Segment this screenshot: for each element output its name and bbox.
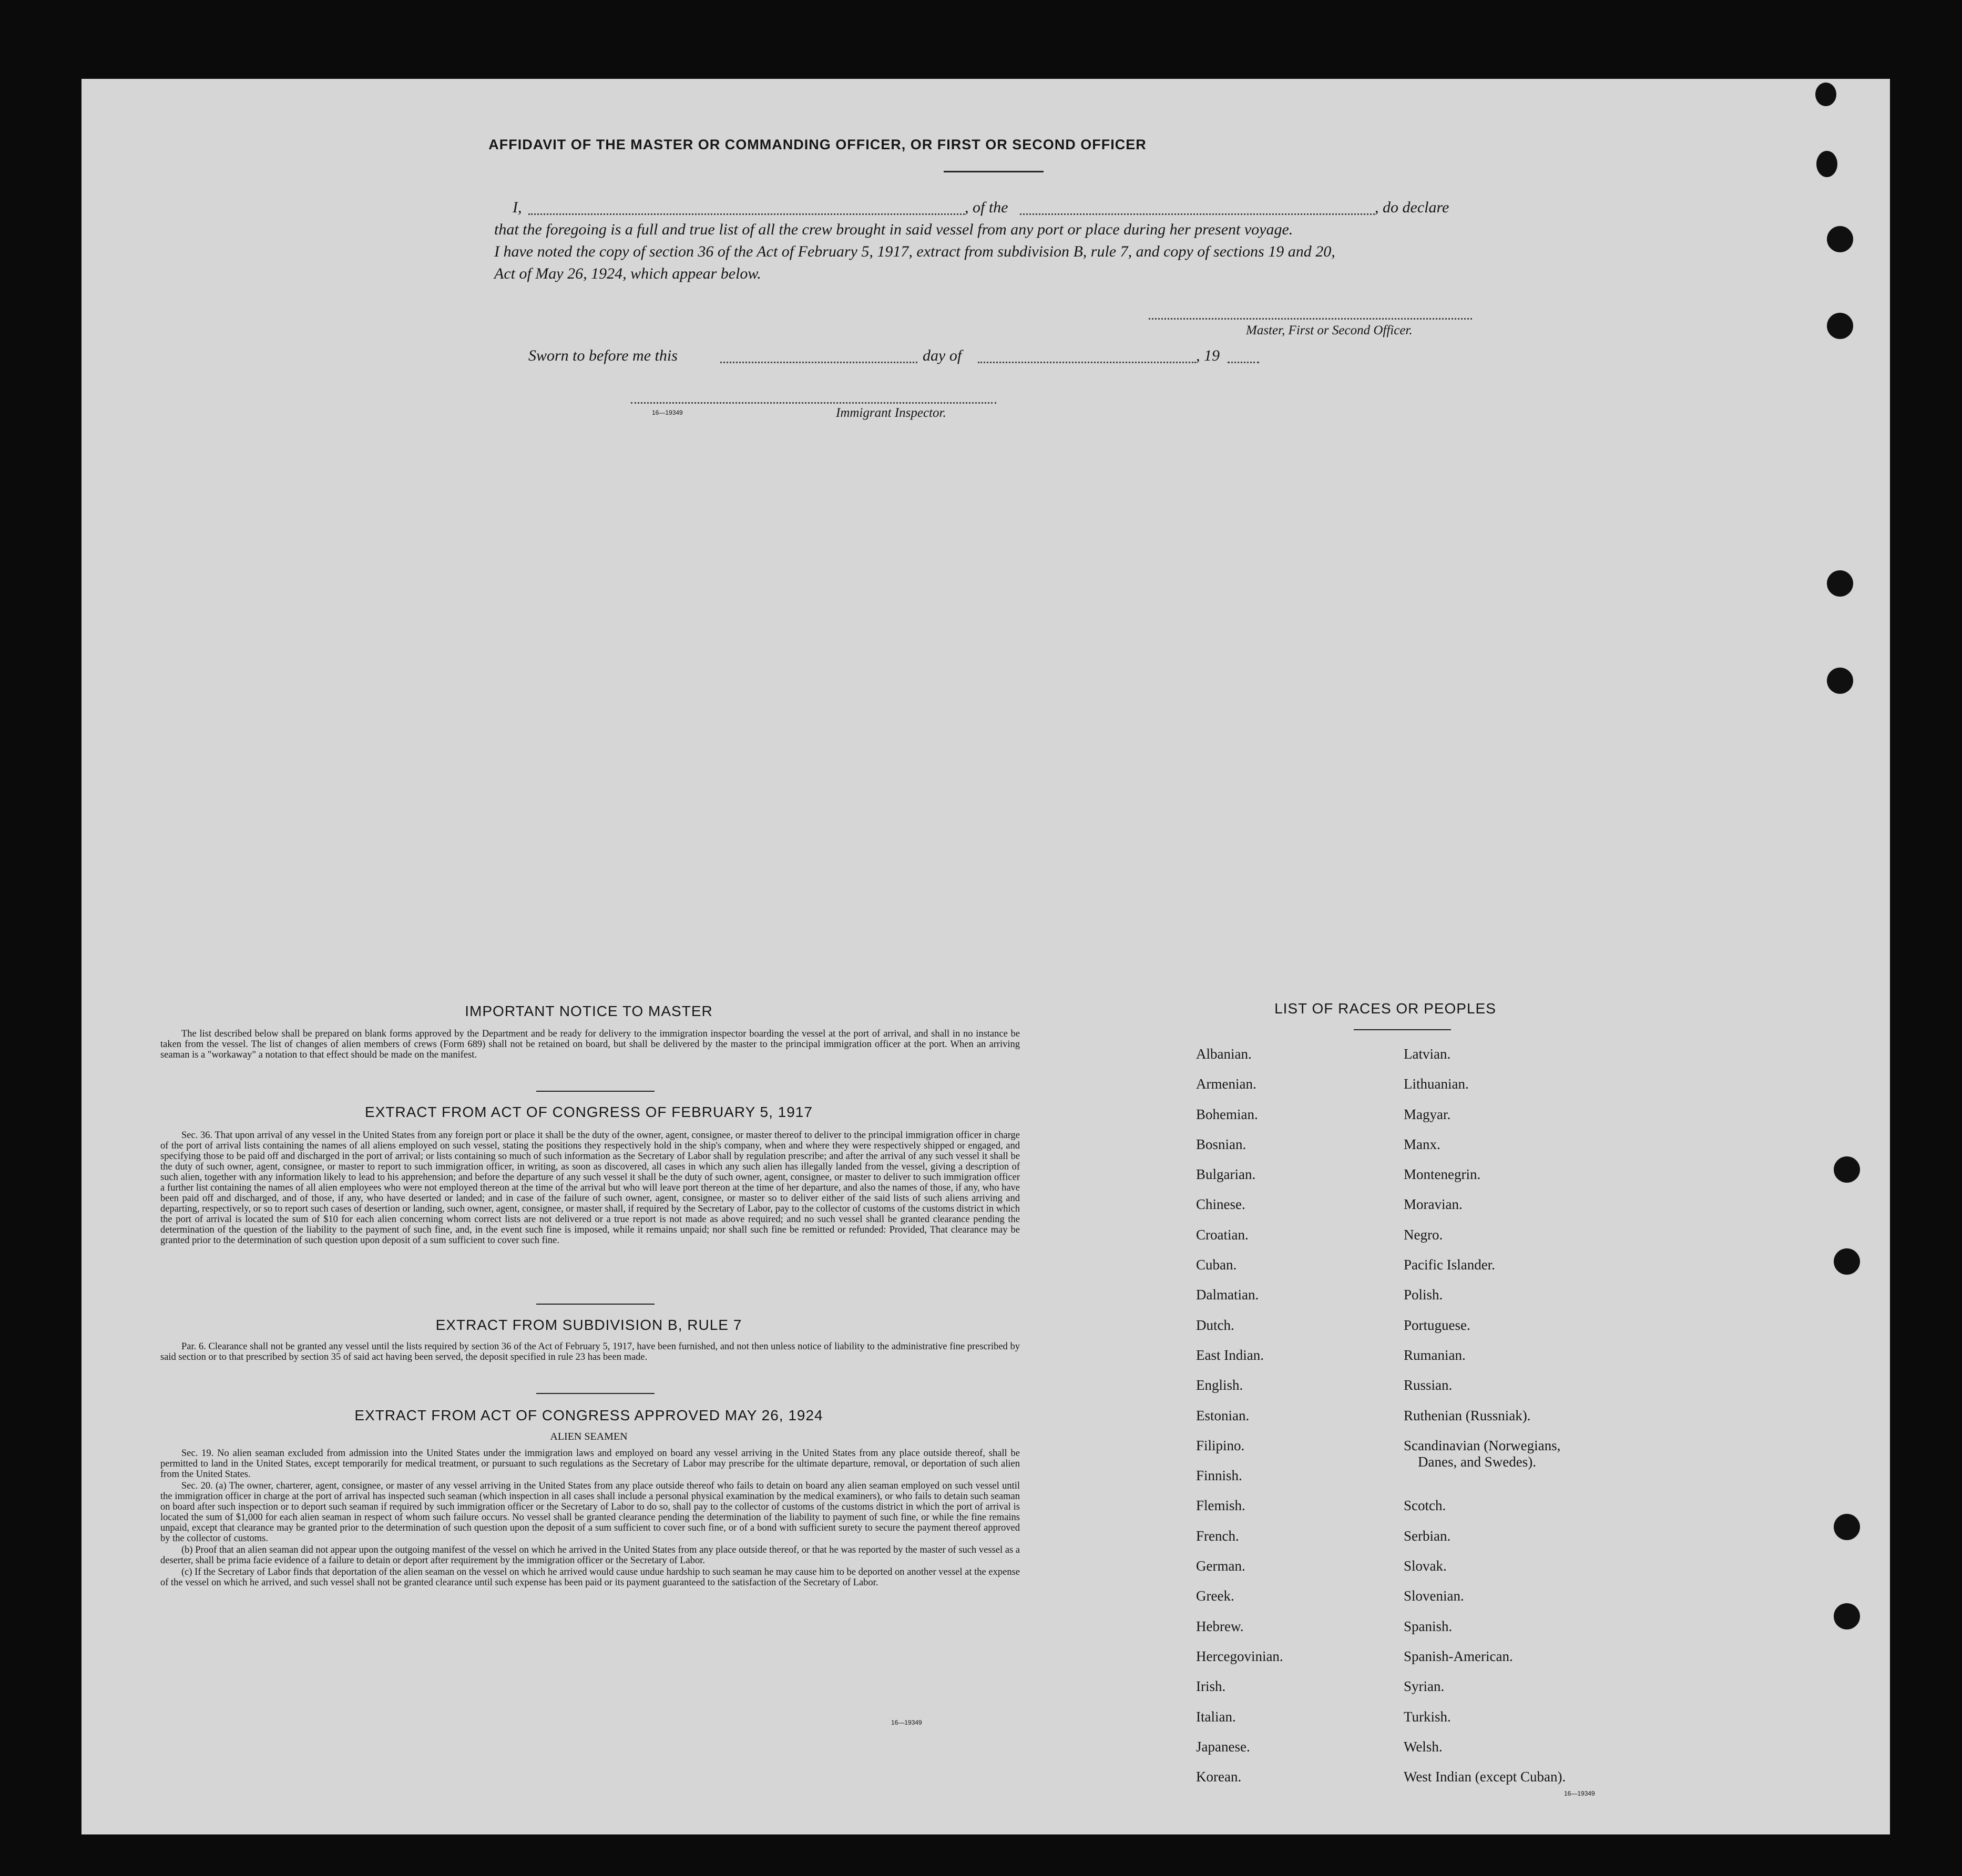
race-item: German.	[1196, 1558, 1245, 1574]
notice-rule	[536, 1091, 655, 1092]
extract-1917-rule	[536, 1304, 655, 1305]
sworn-day-of: day of	[923, 347, 962, 364]
declaration-line-3: I have noted the copy of section 36 of the Act of February 5, 1917, extract from subdivision B, rule 7, and copy of sections 19 and 20,	[494, 243, 1335, 260]
binder-hole	[1834, 1156, 1860, 1183]
race-item: Armenian.	[1196, 1076, 1256, 1092]
race-item: Croatian.	[1196, 1226, 1249, 1243]
race-item: Spanish.	[1404, 1618, 1453, 1634]
extract-1917-title: EXTRACT FROM ACT OF CONGRESS OF FEBRUARY 5, 1917	[365, 1104, 813, 1120]
race-item: Rumanian.	[1404, 1347, 1466, 1363]
race-item: Chinese.	[1196, 1196, 1245, 1213]
rule7-text	[160, 1341, 1020, 1364]
race-item: Spanish-American.	[1404, 1648, 1513, 1664]
race-item: English.	[1196, 1377, 1243, 1393]
extract-form-code: 16—19349	[891, 1719, 922, 1726]
race-item: Latvian.	[1404, 1046, 1451, 1062]
races-rule	[1354, 1029, 1451, 1030]
sec20a-paragraph: Sec. 20. (a) The owner, charterer, agent, consignee, or master of any vessel arriving in the United States from any place outside thereof who fails to detain on board any alien seaman employed on such vessel until the immigration officer in charge at the port of arrival has inspected such seaman (which inspection in all cases shall include a personal physical examination by the medical examiners), or who fails to detain such seaman on board after such inspection or to deport such seaman if required by such immigration officer or the Secretary of Labor to do so, shall pay to the collector of customs of the customs district in which the port of arrival is located the sum of $1,000 for each alien seaman in respect of whom such failure occurs. No vessel shall be granted clearance pending the determination of the liability to payment of such fine, or while the fine remains unpaid, except that clearance may be granted prior to the determination of such question upon the deposit of a sum sufficient to cover such fine, or of a bond with sufficient surety to secure the payment thereof approved by the collector of customs.	[160, 1481, 1020, 1544]
race-item: Syrian.	[1404, 1678, 1445, 1695]
race-item: Moravian.	[1404, 1196, 1463, 1213]
rule7-rule	[536, 1393, 655, 1394]
race-item: Japanese.	[1196, 1738, 1250, 1755]
declaration-of-the: , of the	[965, 199, 1008, 216]
race-item: Russian.	[1404, 1377, 1453, 1393]
race-item: Dutch.	[1196, 1317, 1234, 1333]
sworn-year: , 19	[1196, 347, 1220, 364]
race-item: Hebrew.	[1196, 1618, 1244, 1634]
binder-hole	[1834, 1514, 1860, 1540]
race-item: Korean.	[1196, 1769, 1242, 1785]
race-item: Polish.	[1404, 1287, 1443, 1303]
sec36-paragraph: Sec. 36. That upon arrival of any vessel in the United States from any foreign port or place it shall be the duty of the owner, agent, consignee, or master thereof to deliver to the principal immigration officer in charge of the port of arrival lists containing the names of all aliens employed on such vessel, stating the positions they respectively hold in the ship's company, when and where they were respectively shipped or engaged, and specifying those to be paid off and discharged in the port of arrival; or lists containing so much of such information as the Secretary of Labor shall by regulation prescribe; and after the arrival of any such vessel it shall be the duty of such owner, agent, consignee, or master to report to such immigration officer, in writing, as soon as discovered, all cases in which any such alien has illegally landed from the vessel, giving a description of such alien, together with any information likely to lead to his apprehension; and before the departure of any such vessel it shall be the duty of such owner, agent, consignee, or master to deliver to such immigration officer a further list containing the names of all alien employees who were not employed thereon at the time of the arrival but who will leave port thereon at the time of her departure, and also the names of those, if any, who have been paid off and discharged, and of those, if any, who have deserted or landed; and in case of the failure of such owner, agent, consignee, or master so to deliver either of the said lists of such aliens arriving and departing, respectively, or so to report such cases of desertion or landing, such owner, agent, consignee, or master shall, if required by the Secretary of Labor, pay to the collector of customs of the customs district in which the port of arrival is located the sum of $10 for each alien concerning whom correct lists are not delivered or a true report is not made as above required; and no such vessel shall be granted clearance pending the determination of the question of the liability to the payment of such fine, and, in the event such fine is imposed, while it remains unpaid; nor shall such fine be remitted or refunded: Provided, That clearance may be granted prior to the determination of such question upon deposit of a sum sufficient to cover such fine.	[160, 1130, 1020, 1246]
sec20c-paragraph: (c) If the Secretary of Labor finds that deportation of the alien seaman on the vessel on which he arrived would cause undue hardship to such seaman he may cause him to be deported on another vessel at the expense of the vessel on which he arrived, and such vessel shall not be granted clearance until such expense has been paid or its payment guaranteed to the satisfaction of the Secretary of Labor.	[160, 1567, 1020, 1588]
races-form-code: 16—19349	[1564, 1790, 1595, 1797]
declaration-line-2: that the foregoing is a full and true list of all the crew brought in said vessel from any port or place during her present voyage.	[494, 221, 1293, 238]
race-item: Hercegovinian.	[1196, 1648, 1283, 1664]
binder-hole	[1816, 151, 1837, 177]
affidavit-declaration	[494, 199, 1572, 287]
sec19-paragraph: Sec. 19. No alien seaman excluded from admission into the United States under the immigration laws and employed on board any vessel arriving in the United States from any place outside thereof, shall be permitted to land in the United States, except temporarily for medical treatment, or pursuant to such regulations as the Secretary of Labor may prescribe for the ultimate departure, removal, or deportation of such alien from the United States.	[160, 1448, 1020, 1480]
race-item: Turkish.	[1404, 1708, 1451, 1725]
vessel-blank	[1020, 213, 1375, 215]
races-title: LIST OF RACES OR PEOPLES	[1274, 1000, 1496, 1017]
race-item: Ruthenian (Russniak).	[1404, 1407, 1531, 1423]
name-blank	[528, 213, 965, 215]
race-item: Bulgarian.	[1196, 1166, 1256, 1183]
race-item: Dalmatian.	[1196, 1287, 1259, 1303]
declaration-line-1	[494, 199, 1572, 221]
sworn-prefix: Sworn to before me this	[528, 347, 678, 364]
race-item: Bohemian.	[1196, 1106, 1258, 1122]
race-item: Welsh.	[1404, 1738, 1443, 1755]
race-item: Albanian.	[1196, 1046, 1252, 1062]
race-item: Lithuanian.	[1404, 1076, 1469, 1092]
race-item: Portuguese.	[1404, 1317, 1470, 1333]
inspector-signature-line	[631, 402, 996, 404]
extract-1924-title: EXTRACT FROM ACT OF CONGRESS APPROVED MAY 26, 1924	[354, 1407, 823, 1423]
race-item: Bosnian.	[1196, 1136, 1246, 1152]
master-signature-label: Master, First or Second Officer.	[1246, 323, 1413, 337]
notice-text	[160, 1029, 1020, 1061]
race-item: Estonian.	[1196, 1407, 1250, 1423]
race-item: Magyar.	[1404, 1106, 1451, 1122]
title-rule	[944, 171, 1044, 172]
binder-hole	[1827, 226, 1853, 252]
inspector-label: Immigrant Inspector.	[836, 406, 946, 420]
race-item: Negro.	[1404, 1226, 1443, 1243]
race-item: Filipino.	[1196, 1437, 1245, 1453]
race-item: Slovak.	[1404, 1558, 1447, 1574]
rule7-paragraph: Par. 6. Clearance shall not be granted any vessel until the lists required by section 36 of the Act of February 5, 1917, have been furnished, and not then unless notice of liability to the administrative fine prescribed by said section or to that prescribed by section 35 of said act having been served, the deposit specified in rule 23 has been made.	[160, 1341, 1020, 1362]
alien-seamen-subtitle: ALIEN SEAMEN	[550, 1431, 628, 1442]
affidavit-form-code: 16—19349	[652, 409, 683, 416]
affidavit-title: AFFIDAVIT OF THE MASTER OR COMMANDING OFFICER, OR FIRST OR SECOND OFFICER	[488, 137, 1147, 152]
binder-hole	[1834, 1248, 1860, 1275]
notice-title: IMPORTANT NOTICE TO MASTER	[465, 1003, 713, 1019]
race-item: Irish.	[1196, 1678, 1226, 1695]
notice-paragraph: The list described below shall be prepared on blank forms approved by the Department and be ready for delivery to the immigration inspector boarding the vessel at the port of arrival, and shall in no instance be taken from the vessel. The list of changes of alien members of crews (Form 689) shall not be retained on board, but shall be delivered by the master to the principal immigration officer at the port. When an arriving seaman is a "workaway" a notation to that effect should be made on the manifest.	[160, 1029, 1020, 1060]
rule7-title: EXTRACT FROM SUBDIVISION B, RULE 7	[435, 1317, 742, 1333]
sworn-day-blank	[720, 362, 917, 363]
sworn-line	[528, 347, 1370, 368]
race-item: French.	[1196, 1528, 1239, 1544]
race-item: Manx.	[1404, 1136, 1440, 1152]
binder-hole	[1815, 83, 1836, 106]
races-column-2	[1404, 1046, 1566, 1799]
race-item: Scandinavian (Norwegians, Danes, and Swedes).	[1404, 1437, 1561, 1470]
binder-hole	[1827, 570, 1853, 597]
race-item: Italian.	[1196, 1708, 1236, 1725]
race-item: Slovenian.	[1404, 1588, 1464, 1604]
declaration-do-declare: , do declare	[1375, 199, 1449, 216]
binder-hole	[1827, 668, 1853, 694]
race-item: Cuban.	[1196, 1257, 1237, 1273]
race-item: Flemish.	[1196, 1498, 1245, 1514]
declaration-line-4: Act of May 26, 1924, which appear below.	[494, 265, 761, 282]
race-item: East Indian.	[1196, 1347, 1264, 1363]
declaration-i: I,	[513, 199, 522, 216]
race-item: Greek.	[1196, 1588, 1234, 1604]
form-page	[81, 79, 1890, 1834]
race-item: Montenegrin.	[1404, 1166, 1481, 1183]
race-item: Finnish.	[1196, 1468, 1242, 1484]
race-item: West Indian (except Cuban).	[1404, 1769, 1566, 1785]
races-column-1	[1196, 1046, 1283, 1799]
sworn-month-blank	[978, 362, 1196, 363]
binder-hole	[1827, 313, 1853, 339]
extract-1917-text	[160, 1130, 1020, 1247]
extract-1924-text	[160, 1448, 1020, 1589]
race-item: Serbian.	[1404, 1528, 1451, 1544]
race-item: Pacific Islander.	[1404, 1257, 1495, 1273]
race-item: Scotch.	[1404, 1498, 1446, 1514]
sec20b-paragraph: (b) Proof that an alien seaman did not appear upon the outgoing manifest of the vessel on which he arrived in the United States from any place outside thereof, or that he was reported by the master of such vessel as a deserter, shall be prima facie evidence of a failure to detain or deport after requirement by the immigration officer or the Secretary of Labor.	[160, 1545, 1020, 1566]
binder-hole	[1834, 1603, 1860, 1629]
sworn-year-blank	[1228, 362, 1259, 363]
master-signature-line	[1149, 318, 1472, 320]
